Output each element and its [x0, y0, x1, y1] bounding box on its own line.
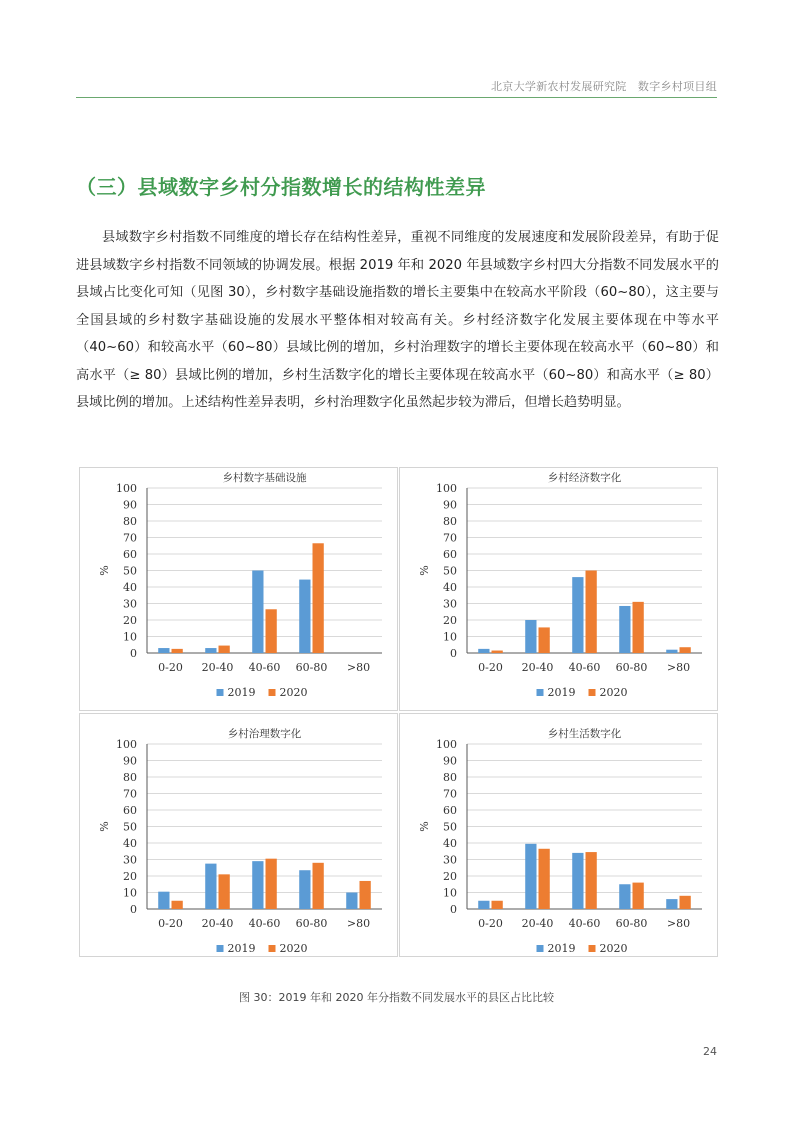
chart-title: 乡村生活数字化: [547, 728, 622, 740]
bar-2019-20-40: [525, 620, 536, 653]
legend-swatch-2020: [589, 945, 596, 952]
bar-2020-60-80: [313, 543, 324, 653]
bar-2020-20-40: [219, 646, 230, 653]
x-tick-label: 0-20: [478, 661, 503, 674]
y-tick-label: 30: [123, 853, 137, 867]
y-tick-label: 80: [443, 515, 457, 528]
bar-2019-0-20: [158, 892, 169, 909]
bar-2019-40-60: [252, 861, 263, 909]
y-tick-label: 100: [436, 482, 457, 495]
bar-2019-60-80: [299, 580, 310, 653]
y-tick-label: 100: [116, 738, 137, 751]
bar-2019-40-60: [572, 853, 583, 909]
legend-label-2019: 2019: [547, 686, 576, 699]
legend-label-2019: 2019: [227, 686, 256, 699]
bar-2019-40-60: [572, 577, 583, 653]
header-divider: [76, 97, 717, 98]
y-tick-label: 90: [443, 754, 457, 768]
bar-2019->80: [666, 899, 677, 909]
legend-label-2020: 2020: [599, 686, 628, 699]
y-tick-label: 20: [123, 870, 137, 883]
legend-swatch-2020: [589, 689, 596, 696]
y-tick-label: 60: [123, 804, 137, 817]
section-title: （三）县域数字乡村分指数增长的结构性差异: [76, 175, 486, 199]
x-tick-label: >80: [666, 661, 691, 674]
bar-2020-0-20: [492, 901, 503, 909]
chart-panel-governance: [79, 713, 398, 957]
bar-2020->80: [680, 896, 691, 909]
bar-2019-60-80: [619, 606, 630, 653]
chart-panel-economy: [399, 467, 718, 711]
bar-2020-40-60: [586, 571, 597, 654]
y-tick-label: 90: [443, 498, 457, 512]
bar-2019-0-20: [478, 901, 489, 909]
legend-swatch-2019: [217, 945, 224, 952]
bar-2020-0-20: [172, 901, 183, 909]
y-tick-label: 50: [123, 564, 137, 578]
x-tick-label: >80: [346, 917, 371, 930]
bar-2020-40-60: [266, 859, 277, 909]
bar-2020-60-80: [633, 883, 644, 909]
y-tick-label: 0: [450, 903, 457, 916]
y-tick-label: 30: [443, 853, 457, 867]
bar-2019-20-40: [205, 864, 216, 909]
y-tick-label: 10: [443, 630, 457, 644]
chart-panel-life: [399, 713, 718, 957]
legend-swatch-2020: [269, 689, 276, 696]
x-tick-label: 20-40: [201, 917, 234, 930]
bar-2019-20-40: [525, 844, 536, 909]
chart-infrastructure: [80, 468, 397, 710]
x-tick-label: 60-80: [295, 661, 328, 674]
y-tick-label: 40: [123, 581, 137, 594]
body-paragraph: 县域数字乡村指数不同维度的增长存在结构性差异，重视不同维度的发展速度和发展阶段差异，有助于促进县域数字乡村指数不同领域的协调发展。根据 2019 年和 2020 年县域数字乡村四大分指数不同发展水平的县域占比变化可知（见图 30），乡村数字基础设施指数的增长主要集中在较高水平阶段（60~80），这主要与全国县域的乡村数字基础设施的发展水平整体相对较高有关。乡村经济数字化发展主要体现在中等水平（40~60）和较高水平（60~80）县域比例的增加，乡村治理数字的增长主要体现在较高水平（60~80）和高水平（≥ 80）县域比例的增加，乡村生活数字化的增长主要体现在较高水平（60~80）和高水平（≥ 80）县域比例的增加。上述结构性差异表明，乡村治理数字化虽然起步较为滞后，但增长趋势明显。: [76, 230, 719, 410]
y-tick-label: 90: [123, 754, 137, 768]
bar-2020-40-60: [586, 852, 597, 909]
bar-2020-60-80: [313, 863, 324, 909]
bar-2019-20-40: [205, 648, 216, 653]
bar-2020-40-60: [266, 609, 277, 653]
y-tick-label: 0: [450, 647, 457, 660]
chart-life: [400, 714, 717, 976]
y-tick-label: 60: [443, 804, 457, 817]
x-tick-label: 40-60: [248, 917, 281, 930]
y-tick-label: 70: [443, 531, 457, 545]
y-tick-label: 20: [443, 870, 457, 883]
legend-label-2020: 2020: [279, 686, 308, 699]
y-tick-label: 40: [123, 837, 137, 850]
legend-label-2019: 2019: [227, 942, 256, 955]
y-tick-label: 10: [443, 886, 457, 900]
bar-2020-60-80: [633, 602, 644, 653]
bar-2020-20-40: [539, 627, 550, 653]
figure-caption: 图 30：2019 年和 2020 年分指数不同发展水平的县区占比比较: [239, 991, 554, 1004]
legend-swatch-2020: [269, 945, 276, 952]
y-tick-label: 0: [130, 647, 137, 660]
x-tick-label: 20-40: [521, 661, 554, 674]
y-tick-label: 50: [443, 564, 457, 578]
legend-swatch-2019: [537, 689, 544, 696]
y-tick-label: 80: [123, 771, 137, 784]
y-tick-label: 80: [443, 771, 457, 784]
y-axis-label: %: [98, 565, 111, 576]
y-tick-label: 90: [123, 498, 137, 512]
chart-governance: [80, 714, 397, 976]
x-tick-label: 60-80: [615, 661, 648, 674]
y-tick-label: 30: [123, 597, 137, 611]
bar-2019-60-80: [299, 870, 310, 909]
bar-2019->80: [346, 893, 357, 910]
y-tick-label: 60: [123, 548, 137, 561]
y-tick-label: 50: [123, 820, 137, 834]
bar-2019-40-60: [252, 571, 263, 654]
chart-title: 乡村治理数字化: [227, 728, 302, 740]
y-tick-label: 20: [443, 614, 457, 627]
bar-2019-60-80: [619, 884, 630, 909]
x-tick-label: 60-80: [295, 917, 328, 930]
y-tick-label: 100: [436, 738, 457, 751]
bar-2020-20-40: [219, 874, 230, 909]
page-number: 24: [703, 1045, 717, 1058]
y-tick-label: 40: [443, 581, 457, 594]
x-tick-label: >80: [666, 917, 691, 930]
bar-2019-0-20: [158, 648, 169, 653]
x-tick-label: 40-60: [248, 661, 281, 674]
legend-label-2020: 2020: [599, 942, 628, 955]
y-tick-label: 70: [123, 787, 137, 801]
bar-2019-0-20: [478, 649, 489, 653]
y-tick-label: 20: [123, 614, 137, 627]
bar-2020->80: [360, 881, 371, 909]
x-tick-label: 40-60: [568, 917, 601, 930]
legend-label-2020: 2020: [279, 942, 308, 955]
x-tick-label: 0-20: [158, 917, 183, 930]
chart-panel-infrastructure: [79, 467, 398, 711]
y-tick-label: 70: [443, 787, 457, 801]
y-axis-label: %: [418, 565, 431, 576]
bar-2020-0-20: [172, 649, 183, 653]
figure-30: [79, 467, 718, 977]
bar-2020->80: [680, 647, 691, 653]
legend-label-2019: 2019: [547, 942, 576, 955]
x-tick-label: 20-40: [201, 661, 234, 674]
chart-title: 乡村经济数字化: [547, 472, 622, 484]
x-tick-label: >80: [346, 661, 371, 674]
y-tick-label: 30: [443, 597, 457, 611]
y-tick-label: 10: [123, 886, 137, 900]
y-tick-label: 70: [123, 531, 137, 545]
legend-swatch-2019: [537, 945, 544, 952]
y-tick-label: 100: [116, 482, 137, 495]
y-tick-label: 40: [443, 837, 457, 850]
x-tick-label: 0-20: [158, 661, 183, 674]
y-tick-label: 50: [443, 820, 457, 834]
y-axis-label: %: [418, 821, 431, 832]
x-tick-label: 40-60: [568, 661, 601, 674]
y-tick-label: 0: [130, 903, 137, 916]
legend-swatch-2019: [217, 689, 224, 696]
y-axis-label: %: [98, 821, 111, 832]
running-header: 北京大学新农村发展研究院 数字乡村项目组: [491, 80, 717, 93]
chart-economy: [400, 468, 717, 710]
bar-2020-0-20: [492, 651, 503, 653]
bar-2020-20-40: [539, 849, 550, 909]
x-tick-label: 0-20: [478, 917, 503, 930]
y-tick-label: 80: [123, 515, 137, 528]
x-tick-label: 20-40: [521, 917, 554, 930]
x-tick-label: 60-80: [615, 917, 648, 930]
bar-2019->80: [666, 650, 677, 653]
y-tick-label: 60: [443, 548, 457, 561]
chart-title: 乡村数字基础设施: [222, 472, 307, 484]
y-tick-label: 10: [123, 630, 137, 644]
